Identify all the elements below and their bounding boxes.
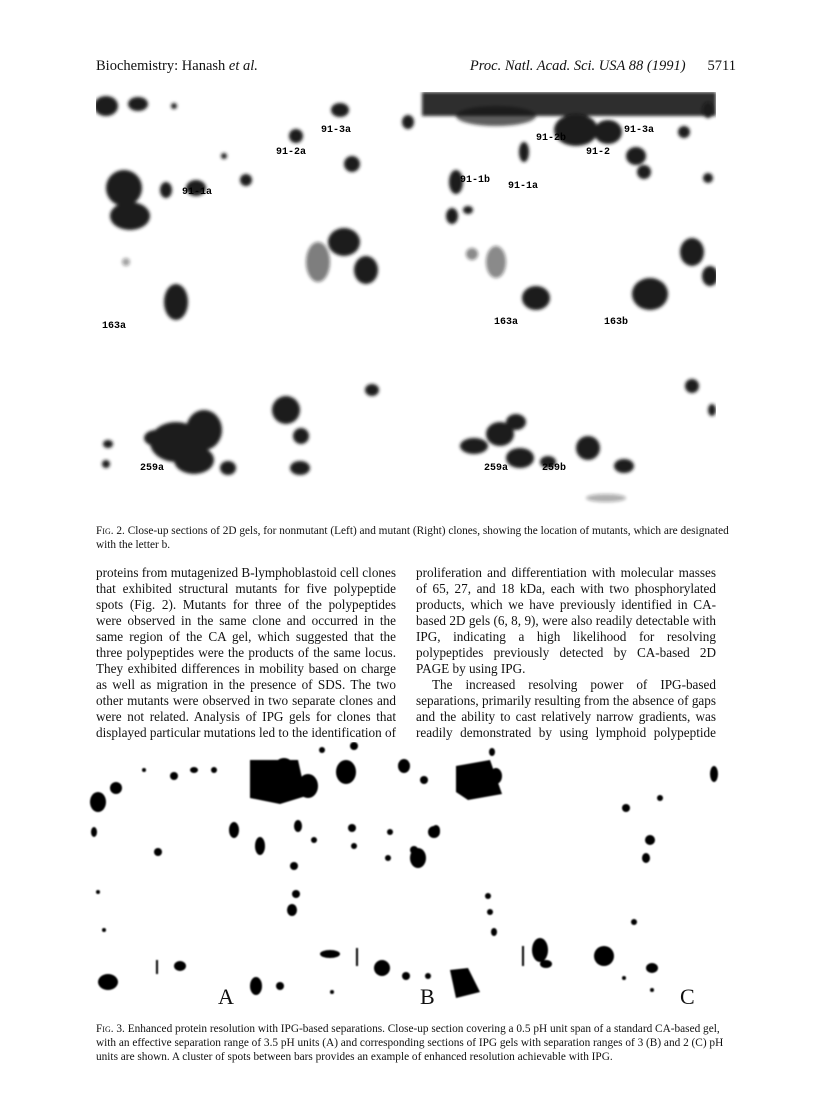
running-header	[96, 58, 736, 78]
figure-3-panel-label-b: B	[420, 984, 435, 1009]
header-journal-section: Biochemistry: Hanash et al.	[96, 58, 258, 74]
body-paragraph: proteins from mutagenized B-lymphoblastoid cell clones that exhibited structural mutants for five polypeptide spots (Fig. 2). Mutants for three of the polypeptides were observed in the same clone and occurred in the same region of the CA gel, which suggested that the three polypeptides were the products of the same locus. They exhibited differences in mobility based on charge as well as migration in the presence of SDS. The two other mutants were observed in two separate clones and were not related. Analysis of IPG gels for clones that displayed particular mutations led to the identification of	[96, 565, 396, 740]
spot-label-259a-right: 259a	[484, 463, 509, 474]
spot-label-259a-left: 259a	[140, 463, 165, 474]
body-paragraph: The increased resolving power of IPG-based separations, primarily resulting from the absence of gaps and the ability to cast relatively narrow gradients, was readily demonstrated by using lymphoid polypeptide	[416, 677, 716, 740]
page-number: 5711	[707, 58, 736, 74]
spot-label-91-2-right: 91-2	[586, 147, 611, 158]
figure-2-caption-tag: Fig. 2.	[96, 525, 125, 537]
spot-label-163a-right: 163a	[494, 317, 519, 328]
figure-3-gel-image	[84, 742, 720, 1012]
spot-label-91-2b-right: 91-2b	[536, 133, 567, 144]
figure-2-caption-text: Close-up sections of 2D gels, for nonmutant (Left) and mutant (Right) clones, showing the location of mutants, which are designated with the letter b.	[96, 525, 729, 551]
body-paragraph: proliferation and differentiation with molecular masses of 65, 27, and 18 kDa, each with two phosphorylated products, which we have previously identified in CA-based 2D gels (6, 8, 9), were also readily detectable with IPG, indicating a high likelihood for resolving polypeptides previously detected by CA-based 2D PAGE by using IPG.	[416, 565, 716, 676]
header-citation: Proc. Natl. Acad. Sci. USA 88 (1991) 5711	[469, 58, 736, 74]
figure-3-caption-tag: Fig. 3.	[96, 1023, 125, 1035]
spot-label-91-2a-left: 91-2a	[276, 147, 307, 158]
figure-3-panel-label-c: C	[680, 984, 695, 1009]
spot-label-259b-right: 259b	[542, 463, 567, 474]
spot-label-91-1b-right: 91-1b	[460, 175, 491, 186]
figure-2-gel-image	[96, 92, 716, 507]
spot-label-91-3a-left: 91-3a	[321, 125, 352, 136]
figure-3-caption-text: Enhanced protein resolution with IPG-based separations. Close-up section covering a 0.5 pH unit span of a standard CA-based gel, with an effective separation range of 3.5 pH units (A) and corresponding sections of IPG gels with separation ranges of 3 (B) and 2 (C) pH units are shown. A cluster of spots between bars provides an example of enhanced resolution achievable with IPG.	[96, 1023, 724, 1063]
spot-label-91-3a-right: 91-3a	[624, 125, 655, 136]
spot-label-91-1a-left: 91-1a	[182, 187, 213, 198]
figure-3-caption	[96, 1022, 736, 1064]
figure-3-panel-label-a: A	[218, 984, 234, 1009]
figure-2-caption	[96, 524, 736, 552]
spot-label-163b-right: 163b	[604, 317, 629, 328]
spot-label-163a-left: 163a	[102, 321, 127, 332]
spot-label-91-1a-right: 91-1a	[508, 181, 539, 192]
